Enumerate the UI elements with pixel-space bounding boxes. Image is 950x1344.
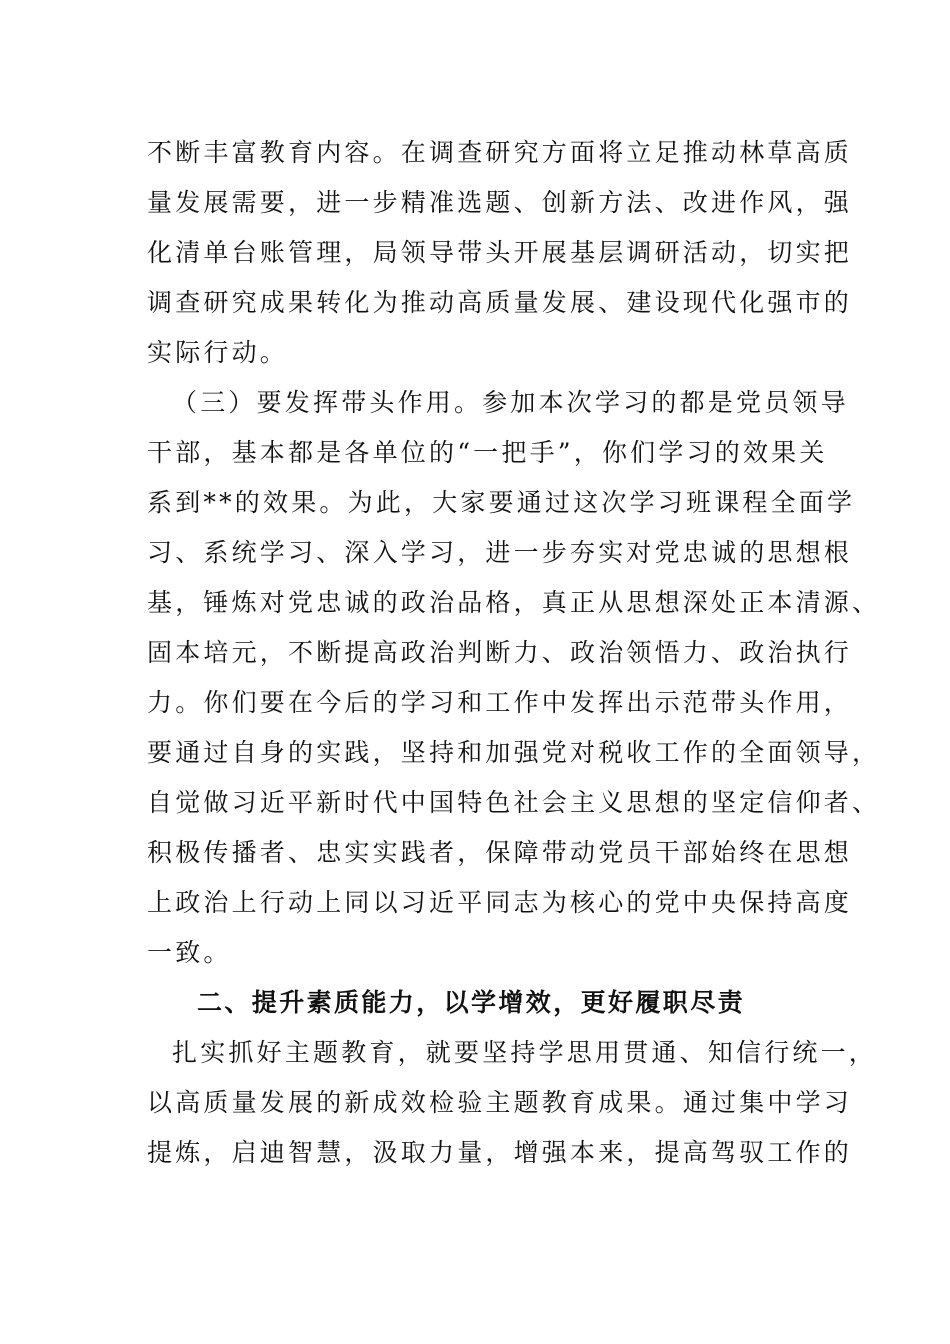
paragraph-2-line-11: 上政治上行动上同以习近平同志为核心的党中央保持高度: [147, 888, 853, 917]
paragraph-1-line-2: 量发展需要，进一步精准选题、创新方法、改进作风，强: [147, 188, 853, 217]
paragraph-3-line-2: 以高质量发展的新成效检验主题教育成果。通过集中学习: [147, 1088, 853, 1117]
paragraph-2-line-9: 自觉做习近平新时代中国特色社会主义思想的坚定信仰者、: [147, 788, 881, 817]
paragraph-2-line-6: 固本培元，不断提高政治判断力、政治领悟力、政治执行: [147, 638, 853, 667]
paragraph-3-line-1: 扎实抓好主题教育，就要坚持学思用贯通、知信行统一，: [172, 1038, 878, 1067]
paragraph-2-line-3: 系到**的效果。为此，大家要通过这次学习班课程全面学: [147, 488, 856, 517]
paragraph-2-line-12: 一致。: [147, 938, 232, 967]
paragraph-1-line-5: 实际行动。: [147, 338, 289, 367]
paragraph-2-line-5: 基，锤炼对党忠诚的政治品格，真正从思想深处正本清源、: [147, 588, 881, 617]
paragraph-2-line-1: （三）要发挥带头作用。参加本次学习的都是党员领导: [172, 388, 849, 417]
paragraph-2-line-2: 干部，基本都是各单位的“一把手”，你们学习的效果关: [147, 438, 828, 467]
paragraph-2-line-4: 习、系统学习、深入学习，进一步夯实对党忠诚的思想根: [147, 538, 853, 567]
paragraph-2-line-7: 力。你们要在今后的学习和工作中发挥出示范带头作用，: [147, 688, 853, 717]
paragraph-2-line-10: 积极传播者、忠实实践者，保障带动党员干部始终在思想: [147, 838, 853, 867]
paragraph-1-line-4: 调查研究成果转化为推动高质量发展、建设现代化强市的: [147, 288, 853, 317]
paragraph-3-line-3: 提炼，启迪智慧，汲取力量，增强本来，提高驾驭工作的: [147, 1138, 853, 1167]
paragraph-1-line-1: 不断丰富教育内容。在调查研究方面将立足推动林草高质: [147, 138, 853, 167]
section-heading: 二、提升素质能力，以学增效，更好履职尽责: [197, 988, 746, 1017]
paragraph-1-line-3: 化清单台账管理，局领导带头开展基层调研活动，切实把: [147, 238, 853, 267]
paragraph-2-line-8: 要通过自身的实践，坚持和加强党对税收工作的全面领导，: [147, 738, 881, 767]
